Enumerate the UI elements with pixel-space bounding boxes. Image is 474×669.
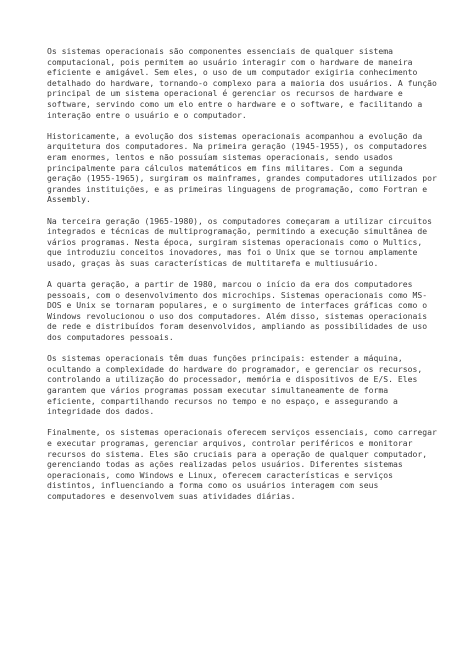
paragraph-5: Os sistemas operacionais têm duas funções principais: estender a máquina, ocultando a complexidade do hardware do programador, e gerenciar os recursos, controlando a utilização do processador, memória e dispositivos de E/S. Eles garantem que vários programas possam executar simultaneamente de forma eficiente, compartilhando recursos no tempo e no espaço, e assegurando a integridade dos dados.: [47, 353, 423, 417]
document-body: [47, 46, 437, 512]
paragraph-2: Historicamente, a evolução dos sistemas operacionais acompanhou a evolução da arquitetura dos computadores. Na primeira geração (1945-1955), os computadores eram enormes, lentos e não possuíam sistemas operacionais, sendo usados principalmente para cálculos matemáticos em fins militares. Com a segunda geração (1955-1965), surgiram os mainframes, grandes computadores utilizados por grandes instituições, e as primeiras linguagens de programação, como Fortran e Assembly.: [47, 130, 437, 205]
paragraph-6: Finalmente, os sistemas operacionais oferecem serviços essenciais, como carregar e executar programas, gerenciar arquivos, controlar periféricos e monitorar recursos do sistema. Eles são cruciais para a operação de qualquer computador, gerenciando todas as ações realizadas pelos usuários. Diferentes sistemas operacionais, como Windows e Linux, oferecem características e serviços distintos, influenciando a forma como os usuários interagem com seus computadores e desenvolvem suas atividades diárias.: [47, 427, 437, 501]
paragraph-3: Na terceira geração (1965-1980), os computadores começaram a utilizar circuitos integrados e técnicas de multiprogramação, permitindo a execução simultânea de vários programas. Nesta época, surgiram sistemas operacionais como o Multics, que introduziu conceitos inovadores, mas foi o Unix que se tornou amplamente usado, graças às suas características de multitarefa e multiusuário.: [47, 215, 432, 268]
paragraph-4: A quarta geração, a partir de 1980, marcou o início da era dos computadores pessoais, com o desenvolvimento dos microchips. Sistemas operacionais como MS- DOS e Unix se tornaram populares, e o surgimento de interfaces gráficas como o Windows revolucionou o uso dos computadores. Além disso, sistemas operacionais de rede e distribuídos foram desenvolvidos, ampliando as possibilidades de uso dos computadores pessoais.: [47, 279, 428, 343]
paragraph-1: Os sistemas operacionais são componentes essenciais de qualquer sistema computacional, pois permitem ao usuário interagir com o hardware de maneira eficiente e amigável. Sem eles, o uso de um computador exigiria conhecimento detalhado do hardware, tornando-o complexo para a maioria dos usuários. A função principal de um sistema operacional é gerenciar os recursos de hardware e software, servindo como um elo entre o hardware e o software, e facilitando a interação entre o usuário e o computador.: [47, 46, 437, 120]
